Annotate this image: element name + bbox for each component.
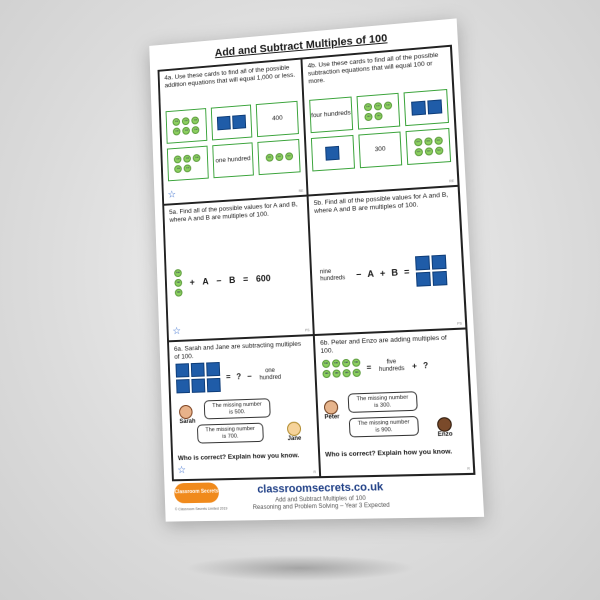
card-dots	[167, 146, 209, 182]
card-number: 400	[256, 101, 299, 137]
hundred-square	[217, 116, 231, 131]
counter-100: 100	[184, 164, 192, 172]
jane-figure	[287, 422, 302, 443]
counter-100: 100	[364, 103, 372, 112]
card-words: one hundred	[212, 142, 254, 178]
card-dots	[166, 108, 207, 144]
counter-100: 100	[174, 165, 182, 173]
worksheet	[149, 18, 484, 521]
counter-100: 100	[285, 152, 293, 160]
question-ref: R	[467, 466, 470, 471]
hundred-square	[432, 271, 447, 286]
minus-sign: −	[246, 371, 252, 381]
peter-figure	[324, 400, 340, 421]
card-dots	[406, 128, 451, 165]
counter-100: 100	[342, 359, 350, 367]
plus-sign: +	[411, 360, 418, 371]
counter-100: 100	[265, 154, 273, 162]
result-value: 600	[255, 273, 271, 284]
question-ref: PS	[304, 328, 310, 333]
variable-b: B	[228, 274, 236, 286]
sheet-shadow	[185, 555, 415, 581]
hundred-square	[191, 378, 205, 392]
hundred-square	[207, 378, 221, 392]
question-6a	[168, 335, 320, 480]
counter-100: 100	[414, 138, 423, 147]
question-ref: RE	[298, 188, 304, 194]
equals-sign: =	[242, 274, 249, 285]
card-squares	[311, 135, 355, 172]
counter-100: 100	[322, 360, 330, 368]
counter-100: 100	[183, 155, 191, 163]
equals-sign: =	[225, 372, 231, 382]
five-hundreds-label: five hundreds	[378, 359, 405, 374]
counter-100: 100	[192, 126, 200, 134]
question-6a-prompt: Who is correct? Explain how you know.	[177, 452, 300, 463]
enzo-avatar	[437, 417, 452, 432]
counter-100: 100	[424, 147, 433, 156]
sarah-speech-bubble: The missing number is 500.	[204, 398, 271, 419]
counter-100: 100	[193, 154, 201, 162]
sarah-name: Sarah	[179, 418, 196, 426]
sarah-figure	[179, 405, 196, 425]
hundred-square	[416, 272, 431, 287]
equals-sign: =	[366, 362, 372, 372]
counter-100: 100	[435, 146, 444, 155]
one-hundred-label: one hundred	[259, 367, 282, 382]
counter-100: 100	[374, 112, 382, 121]
minus-sign: −	[216, 275, 222, 286]
question-5a	[163, 196, 314, 342]
equation-6a	[175, 359, 283, 393]
question-6b-prompt: Who is correct? Explain how you know.	[325, 448, 453, 459]
enzo-figure	[437, 417, 453, 438]
card-squares	[404, 89, 449, 126]
enzo-speech-bubble: The missing number is 900.	[349, 416, 419, 438]
peter-avatar	[324, 400, 339, 415]
question-6b-text: 6b. Peter and Enzo are adding multiples of 100.	[320, 334, 447, 355]
variable-a: A	[367, 268, 375, 280]
hundred-square	[232, 115, 246, 130]
worksheet-footer	[164, 475, 484, 522]
counter-100: 100	[332, 359, 340, 367]
hundred-square	[175, 363, 189, 377]
hundred-squares-group	[175, 362, 220, 393]
counter-100: 100	[175, 289, 183, 297]
minus-sign: −	[355, 269, 362, 280]
counter-100: 100	[174, 269, 182, 277]
hundred-square	[415, 256, 430, 271]
sarah-avatar	[179, 405, 193, 419]
question-5a-text: 5a. Find all of the possible values for A and B, where A and B are multiples of 100.	[169, 201, 298, 224]
question-6b	[314, 328, 475, 477]
counter-column	[174, 269, 183, 297]
counter-100: 100	[174, 155, 182, 163]
hundred-square	[411, 101, 426, 116]
site-url: classroomsecrets.co.uk	[257, 480, 384, 496]
variable-b: B	[391, 267, 399, 278]
hundred-square	[191, 363, 205, 377]
counter-100: 100	[173, 118, 181, 126]
equals-sign: =	[403, 266, 410, 278]
hundred-square	[325, 146, 339, 161]
plus-sign: +	[379, 268, 386, 279]
question-grid	[158, 45, 476, 482]
question-5b	[308, 186, 467, 335]
peter-name: Peter	[324, 414, 340, 421]
jane-name: Jane	[287, 435, 302, 443]
question-ref: R	[313, 470, 317, 475]
plus-sign: +	[189, 277, 195, 288]
card-words: four hundreds	[309, 97, 353, 134]
counter-100: 100	[414, 148, 423, 157]
peter-speech-bubble: The missing number is 300.	[348, 391, 418, 413]
card-number: 300	[358, 131, 403, 168]
counter-100: 100	[352, 369, 360, 377]
counter-100: 100	[182, 117, 190, 125]
question-4b	[298, 46, 458, 196]
hundred-square	[431, 255, 446, 270]
counter-100: 100	[182, 127, 190, 135]
counter-100: 100	[364, 113, 372, 122]
counter-100: 100	[173, 127, 181, 135]
equation-5a	[174, 262, 305, 296]
card-set-4a	[166, 101, 301, 181]
question-4b-text: 4b. Use these cards to find all of the possible subtraction equations that will equal 100 or more.	[307, 51, 439, 86]
counter-100: 100	[374, 102, 382, 111]
equation-6b	[322, 356, 429, 378]
equation-5b	[319, 254, 456, 291]
card-squares	[210, 104, 252, 140]
question-ref: PS	[457, 321, 463, 326]
question-6a-text: 6a. Sarah and Jane are subtracting multiples of 100.	[173, 340, 302, 361]
card-dots	[356, 93, 400, 130]
enzo-name: Enzo	[437, 431, 453, 439]
copyright: © Classroom Secrets Limited 2019	[174, 506, 228, 512]
variable-a: A	[202, 276, 209, 287]
missing-number: ?	[422, 360, 429, 370]
star-icon: ☆	[177, 464, 187, 477]
question-ref: RE	[449, 178, 455, 184]
counter-100: 100	[352, 358, 360, 366]
counter-100: 100	[424, 137, 433, 146]
footer-level: Reasoning and Problem Solving – Year 3 Expected	[252, 502, 390, 512]
counter-100: 100	[322, 370, 330, 378]
worksheet-title: Add and Subtract Multiples of 100	[214, 32, 388, 60]
hundred-square	[427, 99, 442, 114]
jane-avatar	[287, 422, 302, 437]
counter-100: 100	[332, 369, 340, 377]
star-icon: ☆	[167, 189, 177, 201]
counter-100: 100	[192, 116, 200, 124]
card-set-4b	[309, 89, 451, 172]
classroom-secrets-logo: Classroom Secrets	[174, 482, 219, 503]
card-dots	[258, 139, 301, 175]
counter-100: 100	[275, 153, 283, 161]
question-5b-text: 5b. Find all of the possible values for A and B, where A and B are multiples of 100.	[313, 191, 449, 215]
hundred-square	[206, 362, 220, 376]
question-4a	[159, 59, 308, 205]
counter-100: 100	[434, 136, 443, 145]
counter-100: 100	[174, 279, 182, 287]
jane-speech-bubble: The missing number is 700.	[197, 423, 264, 444]
footer-topic: Add and Subtract Multiples of 100	[275, 495, 366, 504]
question-4a-text: 4a. Use these cards to find all of the possible addition equations that will equal 1,000 or less.	[164, 64, 296, 90]
counter-100: 100	[384, 101, 392, 110]
hundred-square	[176, 379, 190, 393]
counter-group	[322, 358, 361, 378]
hundred-squares-group	[415, 255, 447, 287]
counter-100: 100	[342, 369, 350, 377]
missing-number: ?	[236, 371, 242, 381]
star-icon: ☆	[172, 325, 182, 338]
nine-hundreds-label: nine hundreds	[319, 268, 346, 283]
